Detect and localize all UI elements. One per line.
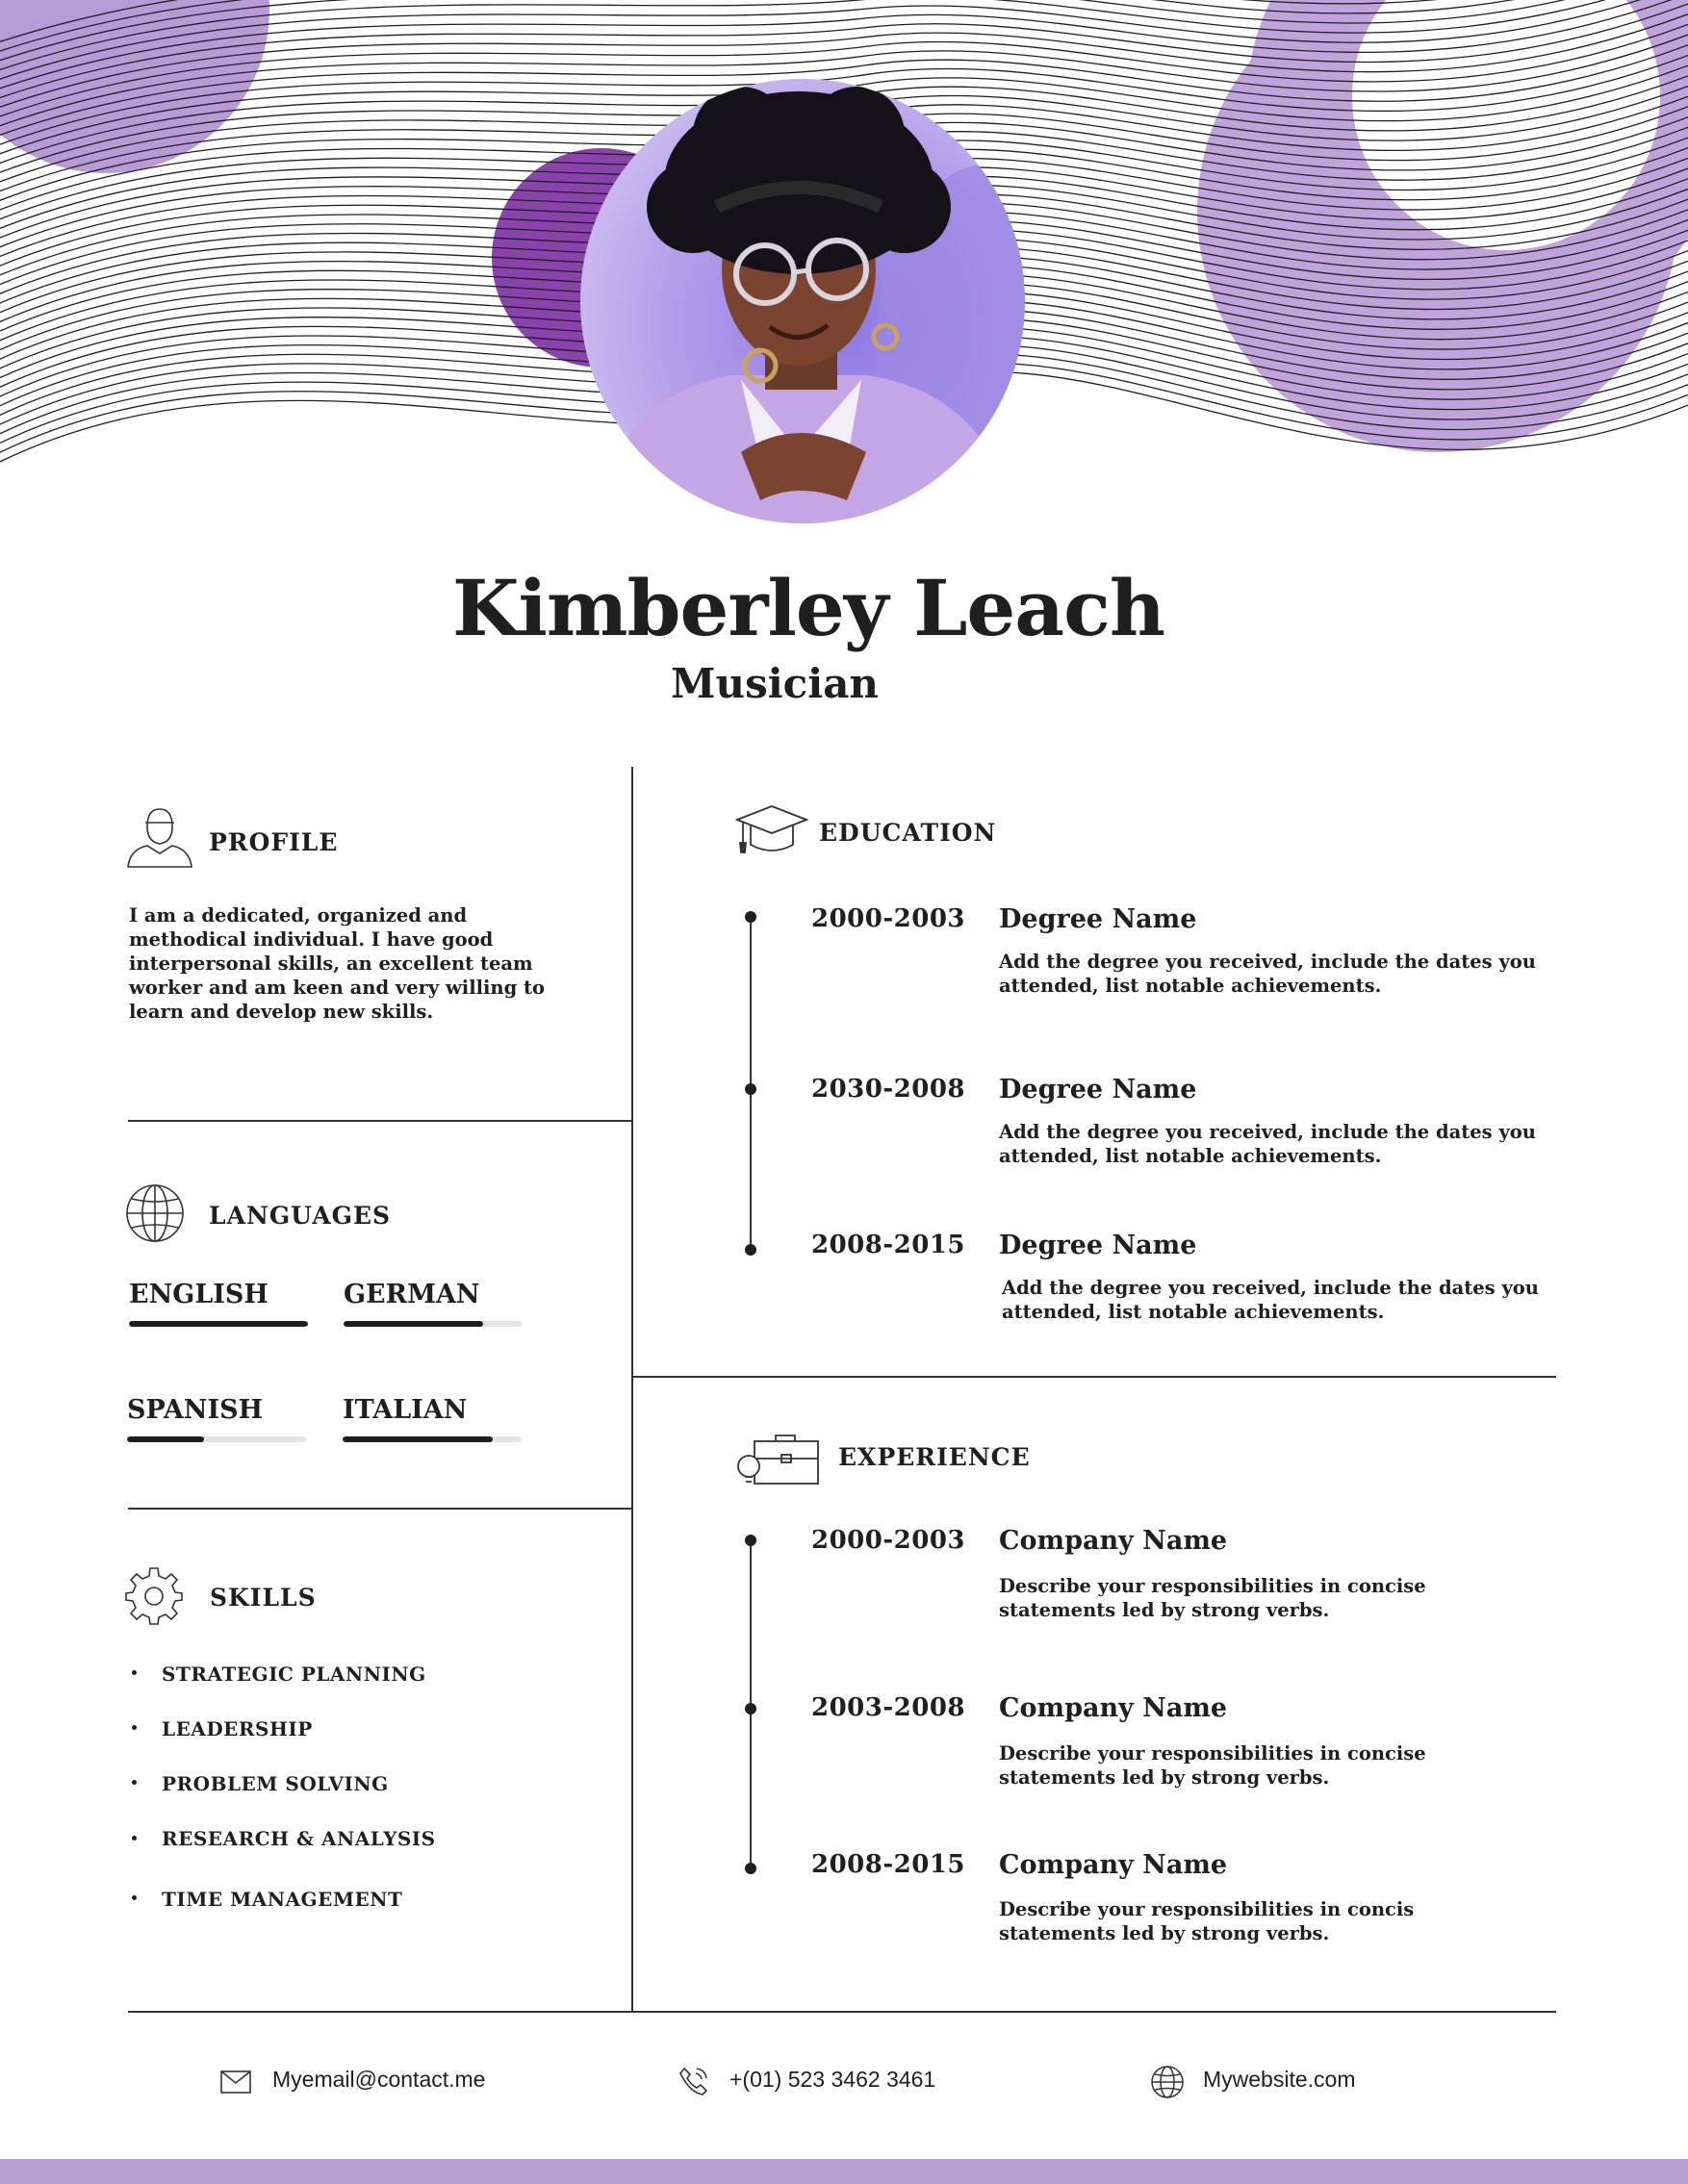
skill-item: PROBLEM SOLVING	[162, 1772, 389, 1795]
divider-profile	[128, 1120, 632, 1122]
footer-accent-bar	[0, 2159, 1688, 2184]
language-level-bar	[343, 1436, 522, 1442]
job-description: Describe your responsibilities in concise statements led by strong verbs.	[999, 1575, 1426, 1621]
contact-phone[interactable]: +(01) 523 3462 3461	[729, 2067, 936, 2092]
degree-description: Add the degree you received, include the dates you attended, list notable achievements.	[999, 951, 1536, 997]
languages-heading: LANGUAGES	[209, 1202, 392, 1230]
profile-text: I am a dedicated, organized and methodical individual. I have good interpersonal skills, an excellent team worker and am keen and very willing to learn and develop new skills.	[129, 904, 546, 1023]
job-title: Musician	[671, 660, 879, 707]
skill-item: LEADERSHIP	[162, 1717, 313, 1740]
divider-footer	[128, 2011, 1556, 2013]
education-years: 2000-2003	[811, 904, 966, 933]
degree-description: Add the degree you received, include the dates you attended, list notable achievements.	[999, 1121, 1536, 1167]
header-decoration	[0, 0, 1688, 539]
skill-bullet	[132, 1670, 137, 1675]
contact-email[interactable]: Myemail@contact.me	[272, 2067, 486, 2092]
timeline-dot	[745, 1244, 756, 1256]
company-name: Company Name	[999, 1526, 1228, 1556]
degree-name: Degree Name	[999, 1075, 1197, 1105]
company-name: Company Name	[999, 1693, 1228, 1723]
job-description: Describe your responsibilities in concise statements led by strong verbs.	[999, 1742, 1426, 1789]
globe-icon	[125, 1183, 185, 1243]
experience-years: 2008-2015	[811, 1850, 966, 1879]
gear-icon	[124, 1566, 184, 1626]
envelope-icon	[220, 2070, 251, 2094]
timeline-dot	[745, 1703, 756, 1714]
timeline-dot	[745, 1083, 756, 1095]
language-level-bar	[127, 1436, 306, 1442]
language-level-bar	[129, 1321, 308, 1327]
skill-item: STRATEGIC PLANNING	[162, 1663, 426, 1686]
profile-heading: PROFILE	[209, 828, 339, 856]
education-years: 2030-2008	[811, 1075, 966, 1104]
contact-website[interactable]: Mywebsite.com	[1203, 2067, 1356, 2092]
person-name: Kimberley Leach	[451, 563, 1165, 653]
skills-heading: SKILLS	[210, 1584, 317, 1612]
divider-languages	[128, 1508, 632, 1510]
phone-icon	[678, 2066, 709, 2096]
experience-heading: EXPERIENCE	[838, 1443, 1031, 1471]
column-divider	[631, 767, 633, 2012]
degree-description: Add the degree you received, include the dates you attended, list notable achievements.	[1002, 1277, 1539, 1323]
skill-item: RESEARCH & ANALYSIS	[162, 1827, 436, 1850]
degree-name: Degree Name	[999, 904, 1197, 934]
timeline-dot	[745, 1863, 756, 1874]
company-name: Company Name	[999, 1850, 1228, 1880]
experience-years: 2000-2003	[811, 1526, 966, 1555]
degree-name: Degree Name	[999, 1231, 1197, 1260]
language-name: SPANISH	[127, 1395, 264, 1425]
skill-bullet	[132, 1725, 137, 1730]
education-years: 2008-2015	[811, 1231, 966, 1259]
skill-bullet	[132, 1836, 137, 1841]
timeline-dot	[745, 1535, 756, 1546]
graduation-cap-icon	[735, 804, 808, 856]
globe-icon	[1150, 2065, 1185, 2099]
skill-item: TIME MANAGEMENT	[162, 1888, 403, 1911]
job-description: Describe your responsibilities in concis statements led by strong verbs.	[999, 1898, 1415, 1944]
briefcase-icon	[735, 1432, 820, 1489]
portrait-photo	[580, 79, 1107, 539]
timeline-dot	[745, 911, 756, 923]
education-heading: EDUCATION	[819, 819, 997, 847]
language-name: ENGLISH	[129, 1280, 269, 1309]
skill-bullet	[132, 1780, 137, 1785]
language-name: ITALIAN	[343, 1395, 468, 1425]
language-name: GERMAN	[344, 1280, 480, 1309]
language-level-bar	[344, 1321, 523, 1327]
skill-bullet	[132, 1895, 137, 1900]
person-icon	[126, 805, 193, 869]
experience-years: 2003-2008	[811, 1693, 966, 1722]
divider-education	[632, 1376, 1556, 1378]
